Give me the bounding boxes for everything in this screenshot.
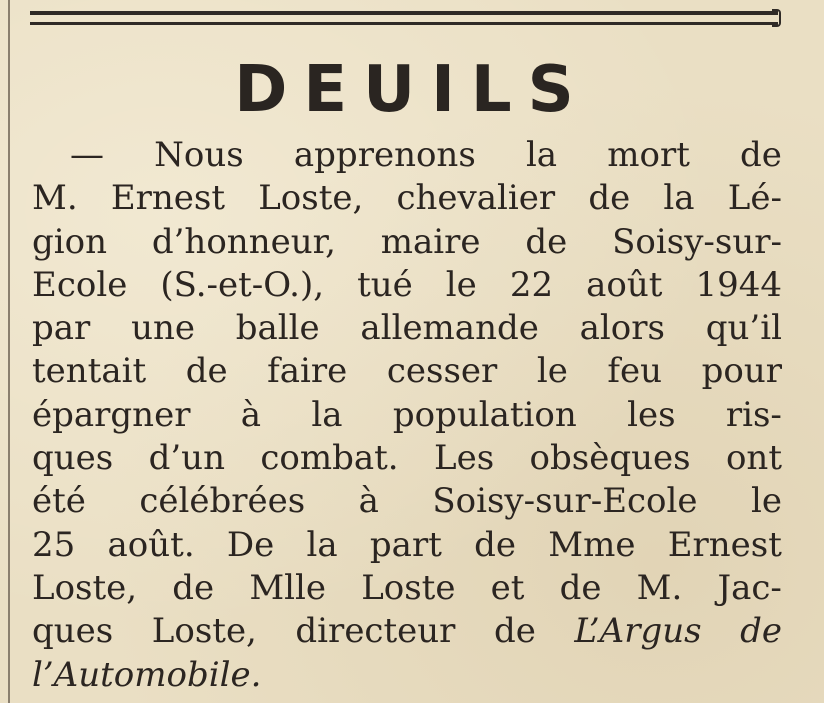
article-word: alors: [579, 308, 665, 349]
article-word: L’Argus: [574, 611, 702, 652]
article-word: le: [445, 264, 477, 305]
article-line: [32, 524, 782, 567]
article-line: [32, 177, 782, 220]
article-word: Mlle: [249, 567, 327, 608]
article-word: Loste,: [32, 567, 138, 608]
article-word: apprenons: [293, 135, 476, 175]
article-word: Ernest: [667, 524, 782, 565]
article-word: le: [750, 481, 782, 522]
article-word: Soisy-sur-Ecole: [432, 481, 698, 522]
article-word: ques: [32, 438, 114, 479]
rule-end-ornament: [772, 9, 781, 27]
article-word: de: [474, 524, 517, 565]
article-line: [32, 654, 782, 697]
article-word: M.: [32, 178, 78, 219]
article-word: célébrées: [139, 481, 306, 522]
article-word: de: [172, 567, 215, 608]
article-word: à: [240, 394, 262, 435]
article-word: pour: [701, 351, 782, 392]
article-word: tentait: [32, 351, 147, 392]
article-word: chevalier: [396, 178, 556, 219]
article-word: population: [392, 394, 577, 435]
article-line: [32, 221, 782, 264]
article-line: [32, 480, 782, 523]
article-word: combat.: [260, 438, 399, 479]
article-word: Loste,: [151, 611, 257, 652]
article-word: ont: [725, 438, 782, 479]
article-word: août: [586, 264, 663, 305]
article-word: Jac-: [717, 567, 782, 608]
article-word: Mme: [548, 524, 636, 565]
article-line: [32, 567, 782, 610]
top-rule-thin: [30, 22, 778, 25]
article-word: la: [663, 178, 695, 219]
article-word: été: [32, 481, 86, 522]
article-word: de: [493, 611, 536, 652]
article-word: de: [740, 611, 782, 652]
article-word: une: [131, 308, 195, 349]
article-word: cesser: [386, 351, 498, 392]
article-word: feu: [607, 351, 663, 392]
article-word: le: [536, 351, 568, 392]
article-word: gion: [32, 221, 108, 262]
article-word: Loste,: [258, 178, 364, 219]
article-word: tué: [357, 264, 413, 305]
article-word: qu’il: [705, 308, 782, 349]
article-word: la: [311, 394, 343, 435]
article-word: août.: [107, 524, 195, 565]
article-word: à: [358, 481, 379, 522]
article-word: ris-: [725, 394, 782, 435]
article-word: d’un: [148, 438, 225, 479]
article-word: la: [306, 524, 338, 565]
article-word: de: [185, 351, 228, 392]
article-word: de: [559, 567, 602, 608]
article-word: de: [588, 178, 631, 219]
article-word: de: [740, 135, 782, 175]
article-word: Soisy-sur-: [612, 221, 782, 262]
article-line: [32, 394, 782, 437]
article-word: la: [525, 135, 558, 175]
article-word: 25: [32, 524, 76, 565]
article-word: obsèques: [529, 438, 691, 479]
article-word: faire: [267, 351, 348, 392]
article-word: épargner: [32, 394, 191, 435]
article-word: 22: [509, 264, 554, 305]
article-word: directeur: [295, 611, 456, 652]
article-body: [32, 134, 782, 697]
article-word: De: [226, 524, 275, 565]
article-word: et: [490, 567, 525, 608]
article-word: balle: [235, 308, 320, 349]
article-word: 1944: [695, 264, 782, 305]
article-line: [32, 264, 782, 307]
article-word: Ecole: [32, 264, 128, 305]
article-word: de: [525, 221, 568, 262]
article-word: l’Automobile.: [32, 654, 262, 695]
article-word: mort: [607, 135, 690, 175]
article-line: [32, 610, 782, 653]
article-word: part: [369, 524, 442, 565]
article-word: Ernest: [110, 178, 226, 219]
article-word: (S.-et-O.),: [160, 264, 325, 305]
article-word: d’honneur,: [151, 221, 336, 262]
article-word: Loste: [361, 567, 456, 608]
article-word: Les: [434, 438, 495, 479]
article-title: DEUILS: [234, 53, 590, 127]
article-word: Nous: [154, 135, 244, 175]
article-word: allemande: [360, 308, 539, 349]
article-line: [32, 350, 782, 393]
article-line: [32, 437, 782, 480]
article-word: Lé-: [727, 178, 782, 219]
article-line: [32, 134, 782, 177]
article-line: [32, 307, 782, 350]
article-word: les: [627, 394, 676, 435]
article-word: maire: [380, 221, 481, 262]
article-word: —: [70, 135, 104, 175]
article-word: ques: [32, 611, 114, 652]
article-word: par: [32, 308, 91, 349]
article-word: M.: [636, 567, 683, 608]
top-rule-thick: [30, 11, 778, 15]
